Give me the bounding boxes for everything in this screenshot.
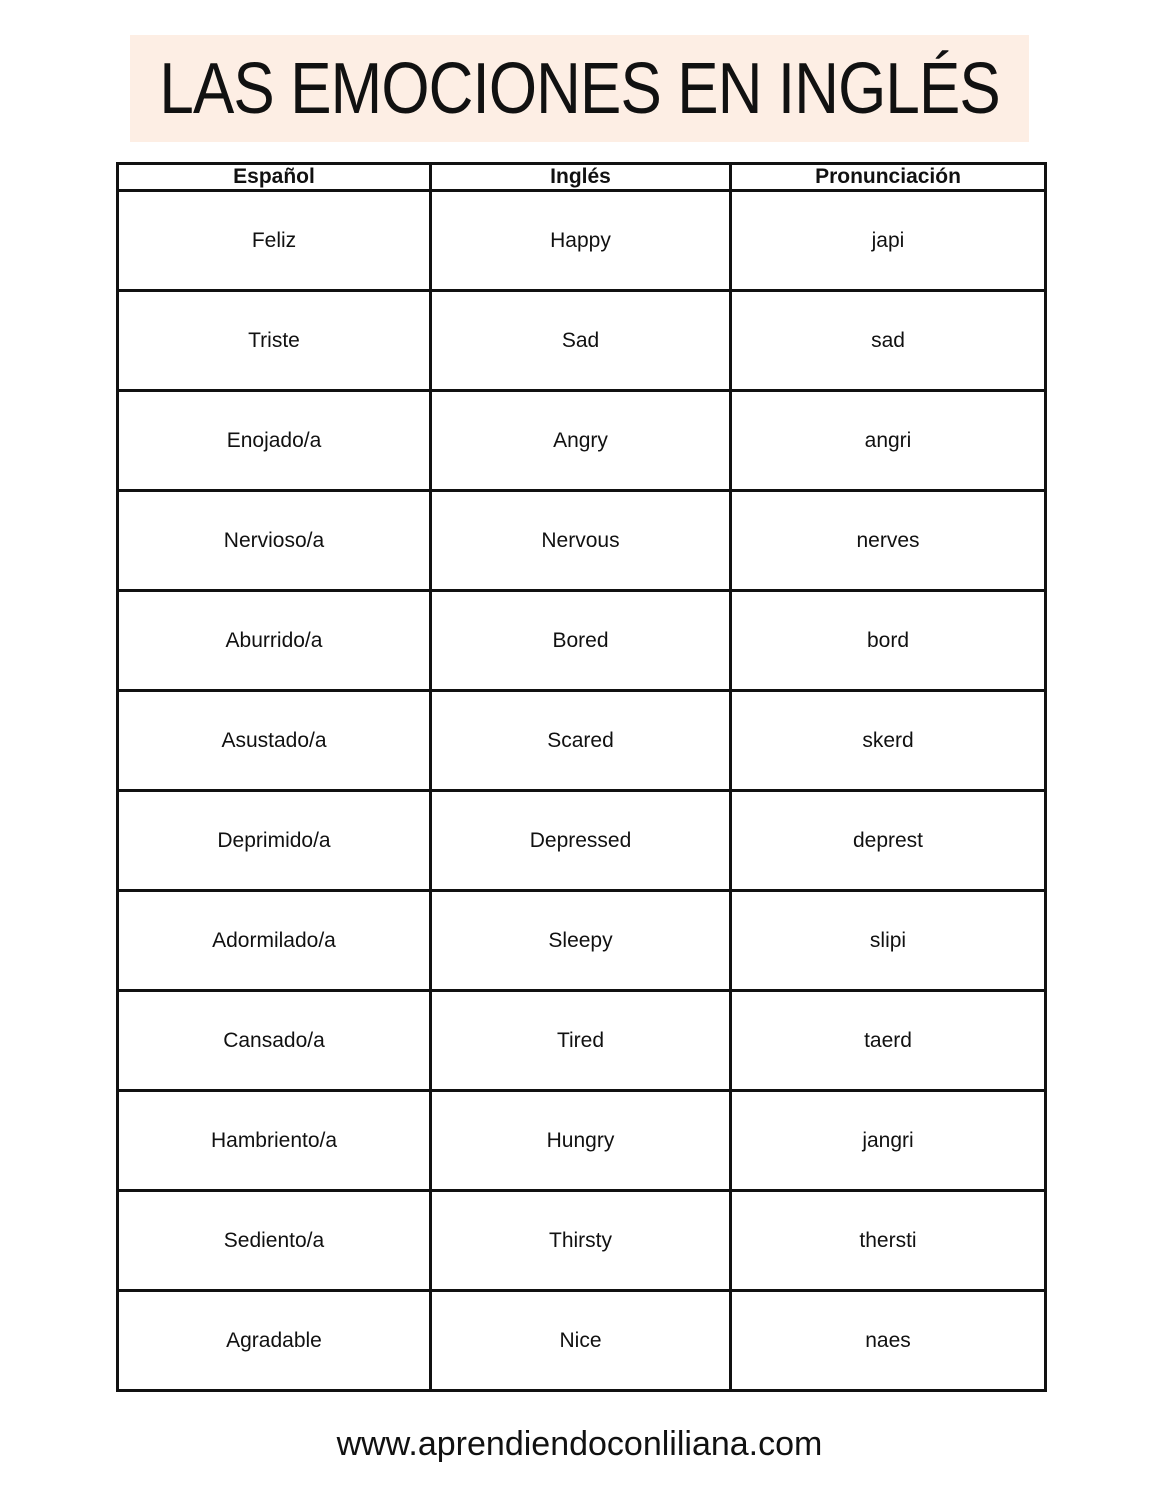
page-title: LAS EMOCIONES EN INGLÉS bbox=[159, 48, 1000, 129]
emotions-table bbox=[116, 162, 1047, 1392]
table-row bbox=[118, 1291, 1046, 1391]
cell-english: Sad bbox=[431, 291, 731, 391]
cell-pronunciation: bord bbox=[731, 591, 1046, 691]
table-row bbox=[118, 891, 1046, 991]
cell-pronunciation: naes bbox=[731, 1291, 1046, 1391]
cell-pronunciation: angri bbox=[731, 391, 1046, 491]
cell-english: Sleepy bbox=[431, 891, 731, 991]
cell-pronunciation: slipi bbox=[731, 891, 1046, 991]
cell-pronunciation: thersti bbox=[731, 1191, 1046, 1291]
cell-english: Happy bbox=[431, 191, 731, 291]
cell-pronunciation: jangri bbox=[731, 1091, 1046, 1191]
header-pronunciation: Pronunciación bbox=[731, 164, 1046, 191]
header-english: Inglés bbox=[431, 164, 731, 191]
cell-english: Scared bbox=[431, 691, 731, 791]
cell-spanish: Deprimido/a bbox=[118, 791, 431, 891]
cell-spanish: Triste bbox=[118, 291, 431, 391]
cell-spanish: Cansado/a bbox=[118, 991, 431, 1091]
table-row bbox=[118, 291, 1046, 391]
table-row bbox=[118, 791, 1046, 891]
cell-pronunciation: japi bbox=[731, 191, 1046, 291]
table-row bbox=[118, 691, 1046, 791]
cell-spanish: Enojado/a bbox=[118, 391, 431, 491]
table-row bbox=[118, 191, 1046, 291]
cell-english: Angry bbox=[431, 391, 731, 491]
cell-pronunciation: skerd bbox=[731, 691, 1046, 791]
cell-spanish: Asustado/a bbox=[118, 691, 431, 791]
table-row bbox=[118, 1191, 1046, 1291]
cell-pronunciation: nerves bbox=[731, 491, 1046, 591]
cell-english: Hungry bbox=[431, 1091, 731, 1191]
cell-english: Nervous bbox=[431, 491, 731, 591]
cell-spanish: Hambriento/a bbox=[118, 1091, 431, 1191]
cell-spanish: Nervioso/a bbox=[118, 491, 431, 591]
cell-english: Tired bbox=[431, 991, 731, 1091]
table-row bbox=[118, 991, 1046, 1091]
cell-english: Depressed bbox=[431, 791, 731, 891]
title-banner bbox=[130, 35, 1029, 142]
cell-spanish: Agradable bbox=[118, 1291, 431, 1391]
cell-spanish: Aburrido/a bbox=[118, 591, 431, 691]
cell-english: Bored bbox=[431, 591, 731, 691]
table-row bbox=[118, 391, 1046, 491]
cell-english: Thirsty bbox=[431, 1191, 731, 1291]
table-row bbox=[118, 591, 1046, 691]
header-spanish: Español bbox=[118, 164, 431, 191]
cell-pronunciation: sad bbox=[731, 291, 1046, 391]
cell-spanish: Adormilado/a bbox=[118, 891, 431, 991]
cell-english: Nice bbox=[431, 1291, 731, 1391]
table-row bbox=[118, 491, 1046, 591]
cell-spanish: Sediento/a bbox=[118, 1191, 431, 1291]
cell-spanish: Feliz bbox=[118, 191, 431, 291]
cell-pronunciation: deprest bbox=[731, 791, 1046, 891]
table-row bbox=[118, 1091, 1046, 1191]
table-header-row bbox=[118, 164, 1046, 191]
website-url: www.aprendiendoconliliana.com bbox=[336, 1425, 823, 1463]
cell-pronunciation: taerd bbox=[731, 991, 1046, 1091]
